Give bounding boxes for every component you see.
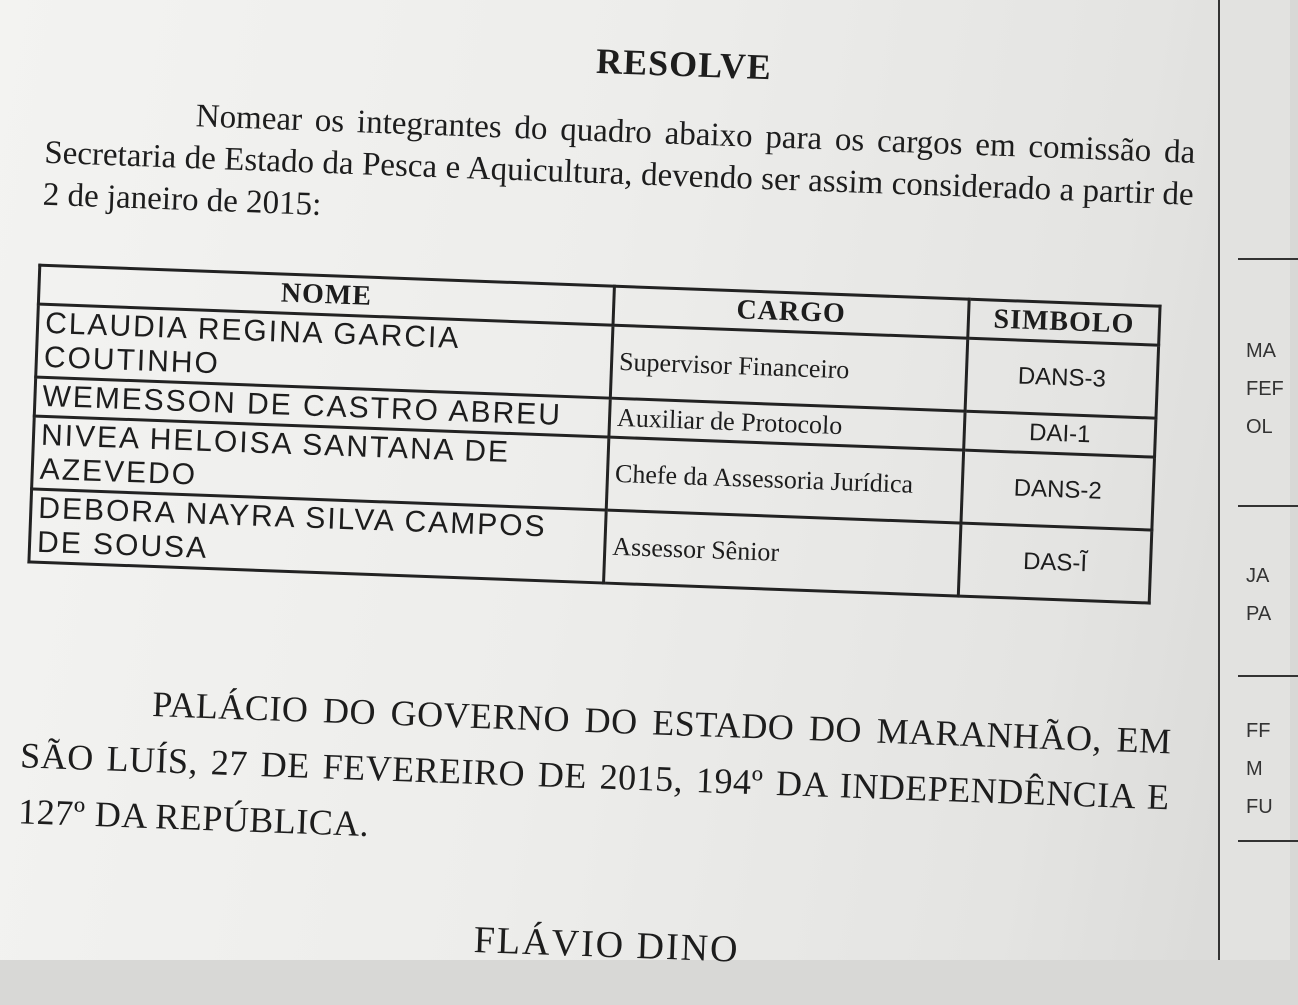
column-divider — [1238, 505, 1298, 507]
column-fragment: FU — [1246, 796, 1273, 818]
column-fragment: JA — [1246, 565, 1270, 587]
signature-name: FLÁVIO DINO — [473, 919, 741, 971]
column-fragment: FF — [1246, 720, 1271, 742]
header-simbolo: SIMBOLO — [968, 299, 1160, 345]
row-cargo: Chefe da Assessoria Jurídica — [606, 437, 963, 523]
adjacent-column — [1218, 0, 1290, 960]
column-divider — [1238, 840, 1298, 842]
row-nome: DEBORA NAYRA SILVA CAMPOS DE SOUSA — [29, 489, 606, 583]
row-nome: WEMESSON DE CASTRO ABREU — [34, 377, 610, 437]
row-cargo: Supervisor Financeiro — [610, 325, 967, 411]
column-divider — [1238, 258, 1298, 260]
column-divider — [1238, 675, 1298, 677]
document-heading: RESOLVE — [595, 40, 773, 88]
column-fragment: FEF — [1246, 378, 1284, 400]
row-cargo: Auxiliar de Protocolo — [609, 398, 965, 450]
column-fragment: MA — [1246, 340, 1276, 362]
column-fragment: PA — [1246, 603, 1272, 625]
row-cargo: Assessor Sênior — [604, 510, 961, 596]
resolution-paragraph: Nomear os integrantes do quadro abaixo para os cargos em comissão da Secretaria de Estado da Pesca e Aquicultura, devendo ser assim considerado a partir de 2 de janeiro de 2015: — [42, 98, 1196, 223]
column-fragment: OL — [1246, 416, 1273, 438]
appointments-table — [27, 264, 1161, 605]
closing-statement: PALÁCIO DO GOVERNO DO ESTADO DO MARANHÃO, EM SÃO LUÍS, 27 DE FEVEREIRO DE 2015, 194º DA INDEPENDÊNCIA E 127º DA REPÚBLICA. — [17, 684, 1173, 845]
header-nome: NOME — [38, 265, 614, 325]
column-fragment: M — [1246, 758, 1263, 780]
row-simbolo: DAI-1 — [964, 411, 1156, 457]
row-simbolo: DAS-Ĩ — [958, 523, 1152, 603]
row-nome: NIVEA HELOISA SANTANA DE AZEVEDO — [32, 416, 609, 510]
row-nome: CLAUDIA REGINA GARCIA COUTINHO — [36, 304, 613, 398]
row-simbolo: DANS-2 — [961, 450, 1155, 530]
header-cargo: CARGO — [613, 286, 969, 338]
row-simbolo: DANS-3 — [965, 338, 1159, 418]
